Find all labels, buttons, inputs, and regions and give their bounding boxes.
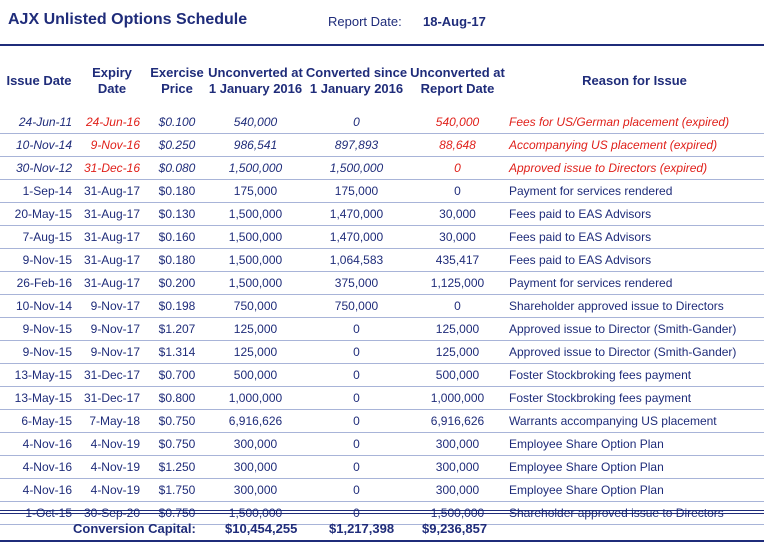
table-row [0, 249, 764, 272]
unconverted-2016-cell: 1,500,000 [208, 157, 303, 180]
unconverted-2016-cell: 6,916,626 [208, 410, 303, 433]
expiry-date-cell: 31-Aug-17 [78, 180, 146, 203]
expiry-date-cell: 9-Nov-17 [78, 318, 146, 341]
exercise-price-cell: $0.130 [146, 203, 208, 226]
reason-cell: Employee Share Option Plan [505, 456, 764, 479]
totals-label: Conversion Capital: [73, 521, 196, 536]
reason-cell: Approved issue to Directors (expired) [505, 157, 764, 180]
issue-date-cell: 9-Nov-15 [0, 249, 78, 272]
totals-rule [0, 510, 764, 514]
col-header-issue-date: Issue Date [6, 73, 72, 88]
reason-cell: Accompanying US placement (expired) [505, 134, 764, 157]
table-row [0, 111, 764, 134]
title-rule [0, 44, 764, 46]
converted-cell: 897,893 [303, 134, 410, 157]
expiry-date-cell: 4-Nov-19 [78, 456, 146, 479]
unconverted-report-cell: 30,000 [410, 203, 505, 226]
unconverted-report-cell: 1,000,000 [410, 387, 505, 410]
converted-cell: 1,470,000 [303, 203, 410, 226]
unconverted-report-cell: 88,648 [410, 134, 505, 157]
issue-date-cell: 13-May-15 [0, 387, 78, 410]
report-date-label: Report Date: [328, 14, 402, 29]
header-row [0, 51, 764, 111]
exercise-price-cell: $0.750 [146, 502, 208, 525]
converted-cell: 0 [303, 341, 410, 364]
reason-cell: Employee Share Option Plan [505, 479, 764, 502]
converted-cell: 0 [303, 502, 410, 525]
unconverted-2016-cell: 1,500,000 [208, 272, 303, 295]
unconverted-2016-cell: 300,000 [208, 456, 303, 479]
expiry-date-cell: 31-Dec-17 [78, 387, 146, 410]
unconverted-2016-cell: 175,000 [208, 180, 303, 203]
reason-cell: Warrants accompanying US placement [505, 410, 764, 433]
table-row [0, 410, 764, 433]
unconverted-2016-cell: 125,000 [208, 341, 303, 364]
reason-cell: Shareholder approved issue to Directors [505, 295, 764, 318]
unconverted-report-cell: 0 [410, 180, 505, 203]
unconverted-2016-cell: 1,500,000 [208, 249, 303, 272]
table-row [0, 295, 764, 318]
issue-date-cell: 4-Nov-16 [0, 433, 78, 456]
exercise-price-cell: $0.180 [146, 249, 208, 272]
table-row [0, 318, 764, 341]
expiry-date-cell: 31-Dec-16 [78, 157, 146, 180]
schedule-title: AJX Unlisted Options Schedule [8, 11, 248, 28]
converted-cell: 0 [303, 479, 410, 502]
table-row [0, 341, 764, 364]
expiry-date-cell: 31-Aug-17 [78, 272, 146, 295]
unconverted-2016-cell: 500,000 [208, 364, 303, 387]
converted-cell: 175,000 [303, 180, 410, 203]
expiry-date-cell: 31-Aug-17 [78, 249, 146, 272]
converted-cell: 1,064,583 [303, 249, 410, 272]
converted-cell: 0 [303, 111, 410, 134]
exercise-price-cell: $0.750 [146, 410, 208, 433]
converted-cell: 750,000 [303, 295, 410, 318]
options-table [0, 51, 764, 525]
reason-cell: Payment for services rendered [505, 272, 764, 295]
table-row [0, 157, 764, 180]
col-header-expiry-date: Expiry Date [92, 65, 132, 96]
reason-cell: Fees paid to EAS Advisors [505, 203, 764, 226]
col-header-unconverted-report: Unconverted at Report Date [410, 65, 505, 96]
converted-cell: 0 [303, 387, 410, 410]
col-header-converted: Converted since 1 January 2016 [305, 65, 408, 96]
table-row [0, 134, 764, 157]
unconverted-report-cell: 300,000 [410, 433, 505, 456]
unconverted-report-cell: 300,000 [410, 479, 505, 502]
expiry-date-cell: 4-Nov-19 [78, 433, 146, 456]
expiry-date-cell: 31-Aug-17 [78, 203, 146, 226]
issue-date-cell: 6-May-15 [0, 410, 78, 433]
unconverted-2016-cell: 540,000 [208, 111, 303, 134]
expiry-date-cell: 9-Nov-17 [78, 341, 146, 364]
reason-cell: Fees for US/German placement (expired) [505, 111, 764, 134]
unconverted-report-cell: 435,417 [410, 249, 505, 272]
unconverted-2016-cell: 986,541 [208, 134, 303, 157]
exercise-price-cell: $0.250 [146, 134, 208, 157]
issue-date-cell: 1-Sep-14 [0, 180, 78, 203]
table-row [0, 456, 764, 479]
table-row [0, 387, 764, 410]
unconverted-report-cell: 6,916,626 [410, 410, 505, 433]
reason-cell: Shareholder approved issue to Directors [505, 502, 764, 525]
exercise-price-cell: $1.314 [146, 341, 208, 364]
unconverted-report-cell: 0 [410, 295, 505, 318]
unconverted-report-cell: 300,000 [410, 456, 505, 479]
totals-converted: $1,217,398 [329, 521, 395, 536]
unconverted-report-cell: 125,000 [410, 318, 505, 341]
table-row [0, 433, 764, 456]
unconverted-report-cell: 1,125,000 [410, 272, 505, 295]
converted-cell: 0 [303, 433, 410, 456]
expiry-date-cell: 30-Sep-20 [78, 502, 146, 525]
table-row [0, 272, 764, 295]
issue-date-cell: 9-Nov-15 [0, 341, 78, 364]
converted-cell: 375,000 [303, 272, 410, 295]
converted-cell: 0 [303, 318, 410, 341]
table-row [0, 226, 764, 249]
unconverted-2016-cell: 1,500,000 [208, 203, 303, 226]
bottom-rule [0, 540, 764, 542]
table-row [0, 203, 764, 226]
unconverted-2016-cell: 125,000 [208, 318, 303, 341]
exercise-price-cell: $0.200 [146, 272, 208, 295]
converted-cell: 1,500,000 [303, 157, 410, 180]
expiry-date-cell: 24-Jun-16 [78, 111, 146, 134]
col-header-reason: Reason for Issue [582, 73, 687, 88]
issue-date-cell: 26-Feb-16 [0, 272, 78, 295]
totals-row [0, 516, 764, 540]
table-row [0, 180, 764, 203]
exercise-price-cell: $0.180 [146, 180, 208, 203]
unconverted-report-cell: 30,000 [410, 226, 505, 249]
unconverted-2016-cell: 1,500,000 [208, 502, 303, 525]
unconverted-report-cell: 500,000 [410, 364, 505, 387]
expiry-date-cell: 4-Nov-19 [78, 479, 146, 502]
issue-date-cell: 24-Jun-11 [0, 111, 78, 134]
exercise-price-cell: $0.750 [146, 433, 208, 456]
issue-date-cell: 20-May-15 [0, 203, 78, 226]
expiry-date-cell: 31-Dec-17 [78, 364, 146, 387]
converted-cell: 0 [303, 456, 410, 479]
converted-cell: 0 [303, 410, 410, 433]
title-bar [0, 0, 764, 44]
issue-date-cell: 4-Nov-16 [0, 479, 78, 502]
unconverted-report-cell: 540,000 [410, 111, 505, 134]
exercise-price-cell: $0.080 [146, 157, 208, 180]
converted-cell: 0 [303, 364, 410, 387]
issue-date-cell: 7-Aug-15 [0, 226, 78, 249]
issue-date-cell: 10-Nov-14 [0, 134, 78, 157]
exercise-price-cell: $0.160 [146, 226, 208, 249]
reason-cell: Employee Share Option Plan [505, 433, 764, 456]
unconverted-2016-cell: 300,000 [208, 433, 303, 456]
exercise-price-cell: $0.198 [146, 295, 208, 318]
report-date-value: 18-Aug-17 [423, 14, 486, 29]
issue-date-cell: 13-May-15 [0, 364, 78, 387]
exercise-price-cell: $1.207 [146, 318, 208, 341]
reason-cell: Foster Stockbroking fees payment [505, 387, 764, 410]
converted-cell: 1,470,000 [303, 226, 410, 249]
exercise-price-cell: $0.100 [146, 111, 208, 134]
totals-unconverted-2016: $10,454,255 [225, 521, 298, 536]
exercise-price-cell: $0.800 [146, 387, 208, 410]
table-body [0, 111, 764, 525]
unconverted-report-cell: 1,500,000 [410, 502, 505, 525]
reason-cell: Foster Stockbroking fees payment [505, 364, 764, 387]
unconverted-2016-cell: 1,500,000 [208, 226, 303, 249]
exercise-price-cell: $0.700 [146, 364, 208, 387]
unconverted-2016-cell: 750,000 [208, 295, 303, 318]
col-header-exercise-price: Exercise Price [150, 65, 204, 96]
reason-cell: Payment for services rendered [505, 180, 764, 203]
expiry-date-cell: 31-Aug-17 [78, 226, 146, 249]
expiry-date-cell: 9-Nov-16 [78, 134, 146, 157]
issue-date-cell: 1-Oct-15 [0, 502, 78, 525]
exercise-price-cell: $1.250 [146, 456, 208, 479]
exercise-price-cell: $1.750 [146, 479, 208, 502]
reason-cell: Approved issue to Director (Smith-Gander) [505, 318, 764, 341]
issue-date-cell: 4-Nov-16 [0, 456, 78, 479]
unconverted-2016-cell: 300,000 [208, 479, 303, 502]
reason-cell: Fees paid to EAS Advisors [505, 249, 764, 272]
reason-cell: Fees paid to EAS Advisors [505, 226, 764, 249]
unconverted-2016-cell: 1,000,000 [208, 387, 303, 410]
table-row [0, 479, 764, 502]
expiry-date-cell: 9-Nov-17 [78, 295, 146, 318]
table-row [0, 364, 764, 387]
unconverted-report-cell: 125,000 [410, 341, 505, 364]
expiry-date-cell: 7-May-18 [78, 410, 146, 433]
issue-date-cell: 10-Nov-14 [0, 295, 78, 318]
reason-cell: Approved issue to Director (Smith-Gander) [505, 341, 764, 364]
issue-date-cell: 9-Nov-15 [0, 318, 78, 341]
unconverted-report-cell: 0 [410, 157, 505, 180]
totals-unconverted-report: $9,236,857 [422, 521, 488, 536]
col-header-unconverted-2016: Unconverted at 1 January 2016 [208, 65, 303, 96]
issue-date-cell: 30-Nov-12 [0, 157, 78, 180]
